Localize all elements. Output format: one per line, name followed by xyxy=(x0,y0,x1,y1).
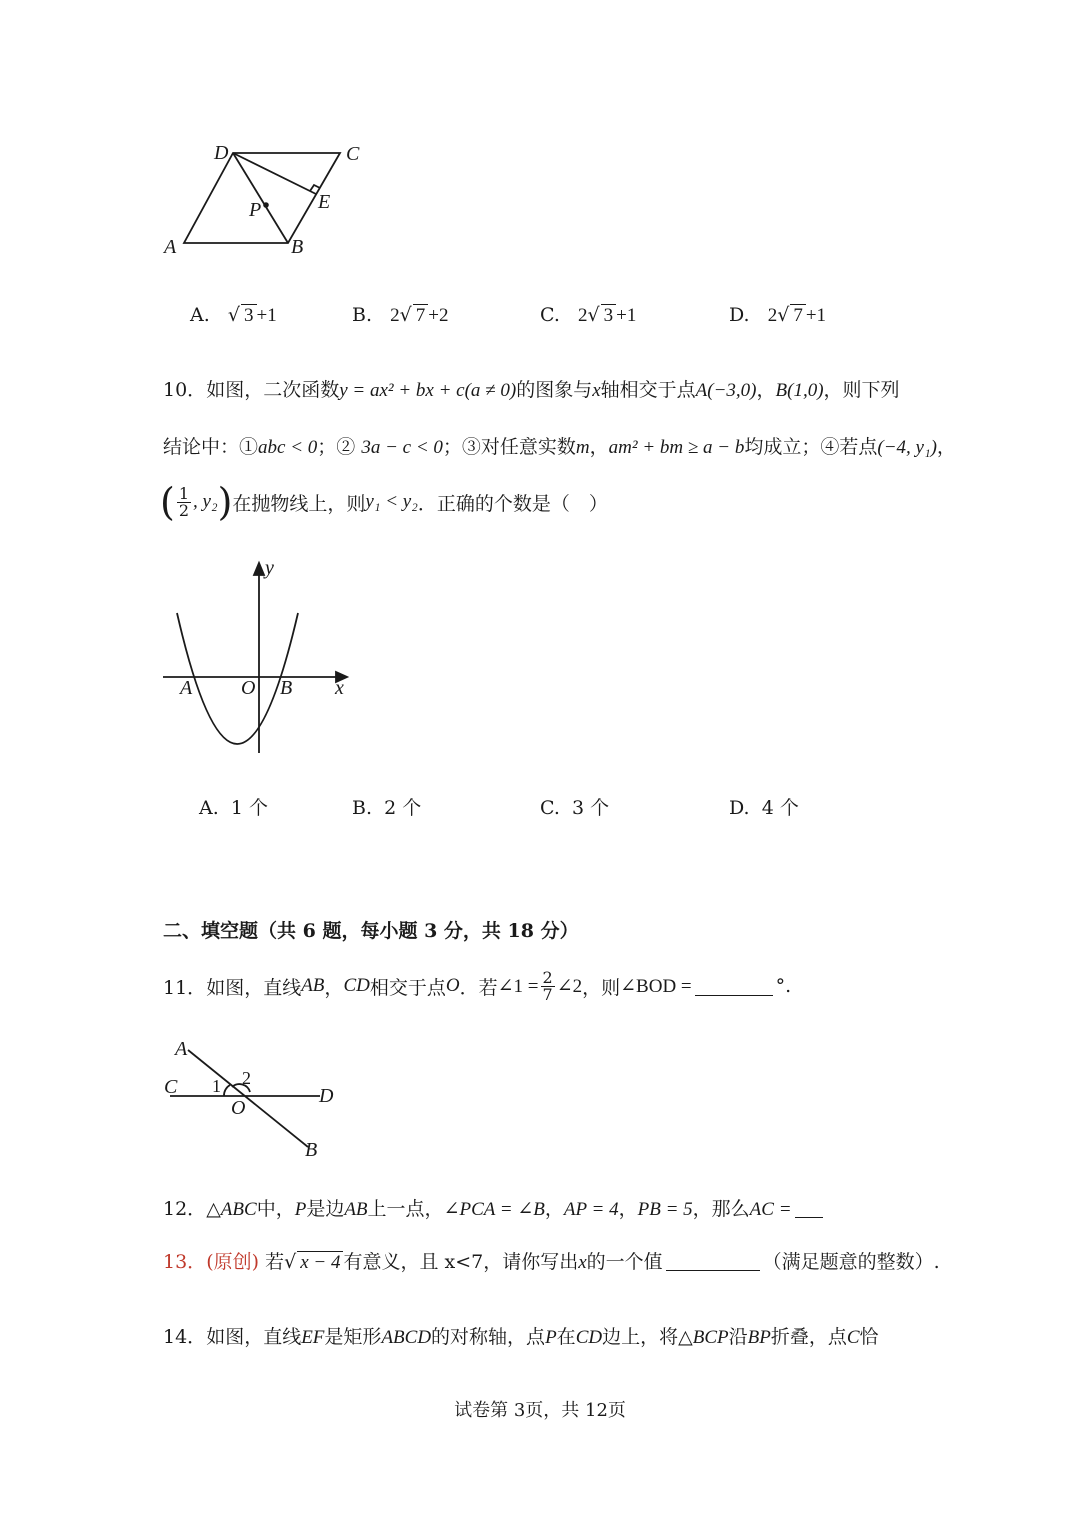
original-tag: (原创) xyxy=(206,1251,260,1273)
figure-q11-intersecting-lines xyxy=(160,1035,350,1165)
label-a: A xyxy=(164,236,177,258)
q10-option-c: C. 3 个 xyxy=(540,797,610,819)
q11-text: 11． 如图，直线 AB ， CD 相交于点 O ．若 ∠1 = $\frac{2}{7}$ ∠2 ，则 ∠BOD = °. xyxy=(163,967,792,1004)
section-heading-fill-in: 二、填空题（共 6 题，每小题 3 分，共 18 分） xyxy=(163,920,579,942)
label-o: O xyxy=(241,677,256,699)
label-c: C xyxy=(164,1076,178,1098)
y-axis-arrow-icon xyxy=(254,563,264,575)
q10-option-b: B. 2 个 xyxy=(352,797,422,819)
label-p: P xyxy=(249,199,262,221)
q9-option-d: D. 2√ 7 +1 xyxy=(729,304,827,326)
label-e: E xyxy=(318,191,331,213)
answer-blank-q13[interactable] xyxy=(666,1252,760,1271)
label-o: O xyxy=(231,1097,246,1119)
q10-option-d: D. 4 个 xyxy=(729,797,799,819)
q14-text: 14．如图，直线EF是矩形ABCD的对称轴，点P在CD边上，将△BCP沿BP折叠，点C恰 xyxy=(163,1326,879,1348)
label-c: C xyxy=(346,143,360,165)
figure-q10-parabola xyxy=(155,555,365,760)
label-b: B xyxy=(280,677,293,699)
q9-option-b: B. 2√ 7 +2 xyxy=(352,304,449,326)
label-angle-1: 1 xyxy=(212,1076,221,1096)
q13-text: 13．(原创) 若√ x − 4 有意义，且 x<7，请你写出x的一个值 （满足题意的整数）. xyxy=(163,1251,940,1273)
label-y: y xyxy=(265,557,274,579)
q9-option-a: A. √ 3 +1 xyxy=(190,304,277,326)
label-a: A xyxy=(175,1038,188,1060)
label-x: x xyxy=(335,677,344,699)
q10-line-1: 10．如图，二次函数y = ax² + bx + c(a ≠ 0)的图象与x轴相交于点A(−3,0)，B(1,0)，则下列 xyxy=(163,379,900,401)
figure-q9-parallelogram xyxy=(150,135,390,265)
point-p xyxy=(263,202,269,208)
label-b: B xyxy=(291,236,304,258)
label-d: D xyxy=(319,1085,334,1107)
line-ab xyxy=(188,1050,308,1147)
q9-option-c: C. 2√ 3 +1 xyxy=(540,304,637,326)
answer-blank-q12[interactable] xyxy=(795,1199,823,1218)
q12-text: 12．△ABC中，P是边AB上一点，∠PCA = ∠B，AP = 4，PB = 5，那么AC = xyxy=(163,1194,823,1221)
fraction-two-sevenths: $\frac{2}{7}$ xyxy=(542,967,553,1004)
q10-line-3: ( $\frac{1}{2}$ , y₂ ) 在抛物线上，则 y₁ < y₂ ．正确的个数是（ ） xyxy=(160,480,608,524)
label-a: A xyxy=(180,677,193,699)
label-angle-2: 2 xyxy=(242,1068,251,1088)
angle-1-arc xyxy=(224,1085,230,1096)
q10-line-2: 结论中：①abc < 0；② 3a − c < 0；③对任意实数m，am² + bm ≥ a − b均成立；④若点(−4, y₁)， xyxy=(163,436,956,458)
fraction-one-half: $\frac{1}{2}$ xyxy=(178,483,190,520)
page-footer: 试卷第 3页，共 12页 xyxy=(454,1400,626,1421)
answer-blank-q11[interactable] xyxy=(695,977,773,996)
q10-option-a: A. 1 个 xyxy=(199,797,268,819)
label-b: B xyxy=(305,1139,318,1161)
label-d: D xyxy=(214,142,229,164)
